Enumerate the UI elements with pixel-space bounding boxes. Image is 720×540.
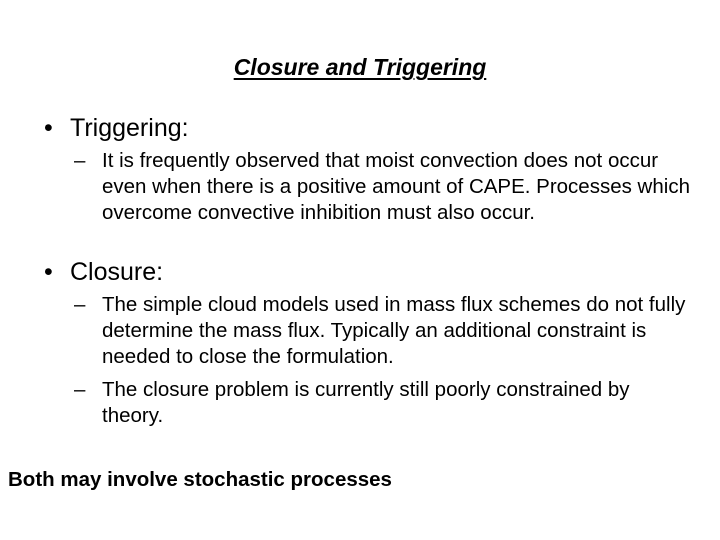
- dash-glyph: –: [74, 293, 86, 316]
- sub-point-text: It is frequently observed that moist convection does not occur even when there is a positive amount of CAPE. Processes which overcome convective inhibition must also occur.: [102, 149, 690, 224]
- bullet-glyph: •: [44, 258, 53, 286]
- bullet-heading-triggering: Triggering:: [70, 114, 189, 142]
- footer-note: Both may involve stochastic processes: [8, 468, 392, 491]
- bullet-glyph: •: [44, 114, 53, 142]
- bullet-heading-closure: Closure:: [70, 258, 164, 286]
- sub-point-triggering-1: [74, 148, 694, 226]
- sub-point-closure-1: [74, 292, 694, 370]
- dash-glyph: –: [74, 378, 86, 401]
- bullet-closure: [44, 257, 163, 287]
- dash-glyph: –: [74, 149, 86, 172]
- sub-point-closure-2: [74, 377, 694, 429]
- sub-point-text: The closure problem is currently still poorly constrained by theory.: [102, 378, 630, 427]
- sub-point-text: The simple cloud models used in mass flux schemes do not fully determine the mass flux. Typically an additional constraint is needed to close the formulation.: [102, 293, 686, 368]
- slide-title: Closure and Triggering: [233, 54, 487, 80]
- bullet-triggering: [44, 113, 189, 143]
